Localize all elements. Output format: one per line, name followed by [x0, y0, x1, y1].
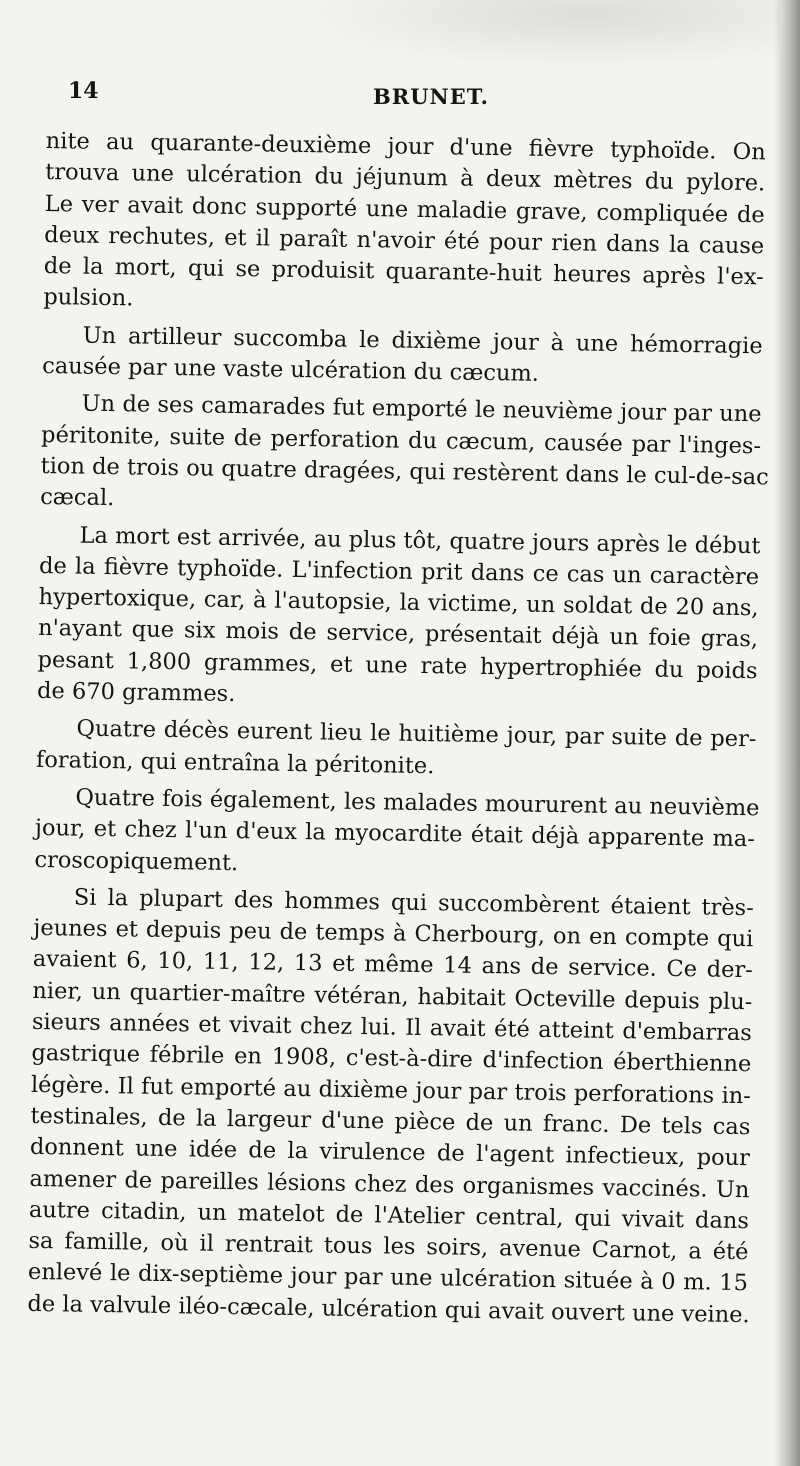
text-line: deux rechutes, et il paraît n'avoir été pour rien dans la cause [44, 221, 765, 260]
page-number: 14 [68, 78, 99, 104]
text-line: trouva une ulcération du jéjunum à deux mètres du pylore. [45, 159, 766, 197]
text-line: enlevé le dix-septième jour par une ulcération située à 0 m. 15 [27, 1259, 749, 1297]
paragraph [39, 388, 769, 524]
text-line: cæcal. [39, 484, 115, 512]
text-line: avaient 6, 10, 11, 12, 13 et même 14 ans de service. Ce der- [32, 946, 754, 984]
text-line: légère. Il fut emporté au dixième jour par trois perforations in- [30, 1071, 752, 1109]
text-line: foration, qui entraîna la péritonite. [35, 746, 435, 779]
text-line: Le ver avait donc supporté une maladie grave, compliquée de [44, 190, 765, 228]
text-line: pulsion. [43, 284, 134, 312]
text-line: jour, et chez l'un d'eux la myocardite était déjà apparente ma- [34, 815, 756, 853]
text-line: autre citadin, un matelot de l'Atelier central, qui vivait dans [28, 1196, 750, 1234]
text-line: Si la plupart des hommes qui succombèrent étaient très- [73, 884, 755, 922]
text-line: de la fièvre typhoïde. L'infection prit dans ce cas un caractère [38, 552, 760, 591]
text-line: jeunes et depuis peu de temps à Cherbourg, on en compte qui [33, 915, 754, 953]
text-line: nier, un quartier-maître vétéran, habitait Octeville depuis plu- [32, 977, 753, 1015]
paragraph [42, 320, 763, 394]
text-line: sieurs années et vivait chez lui. Il avait été atteint d'embarras [31, 1008, 753, 1047]
text-line: pesant 1,800 grammes, et une rate hypertrophiée du poids [37, 646, 758, 684]
paragraph [34, 782, 760, 887]
text-line: Un artilleur succomba le dixième jour à une hémorragie [82, 322, 763, 360]
binding-shadow [774, 0, 800, 1466]
text-line: amener de pareilles lésions chez des organismes vaccinés. Un [29, 1165, 750, 1203]
text-line: péritonite, suite de perforation du cæcum, causée par l'inges- [40, 421, 762, 459]
running-head [68, 74, 768, 114]
text-line: hypertoxique, car, à l'autopsie, la victime, un soldat de 20 ans, [38, 584, 759, 622]
text-line: Un de ses camarades fut emporté le neuvième jour par une [81, 390, 762, 428]
paragraph [43, 126, 766, 325]
text-line: Quatre fois également, les malades moururent au neuvième [75, 784, 760, 822]
text-line: de la mort, qui se produisit quarante-huit heures après l'ex- [43, 253, 764, 291]
body-text [27, 126, 769, 1331]
text-line: tion de trois ou quatre dragées, qui restèrent dans le cul-de-sac [40, 452, 769, 491]
text-line: n'ayant que six mois de service, présentait déjà un foie gras, [37, 615, 759, 653]
text-line: causée par une vaste ulcération du cæcum. [42, 353, 540, 387]
paragraph [36, 713, 757, 787]
paragraph [37, 520, 760, 719]
paragraph [27, 882, 754, 1331]
text-line: Quatre décès eurent lieu le huitième jour, par suite de per- [76, 715, 757, 753]
text-line: de 670 grammes. [36, 677, 236, 708]
text-line: gastrique fébrile en 1908, c'est-à-dire d'infection éberthienne [31, 1040, 752, 1078]
text-line: testinales, de la largeur d'une pièce de un franc. De tels cas [30, 1102, 751, 1141]
paper-smudge [300, 0, 780, 70]
text-line: nite au quarante-deuxième jour d'une fièvre typhoïde. On [45, 127, 766, 166]
text-line: La mort est arrivée, au plus tôt, quatre jours après le début [79, 522, 761, 559]
text-line: donnent une idée de la virulence de l'agent infectieux, pour [29, 1134, 751, 1172]
text-line: croscopiquement. [34, 846, 239, 876]
text-line: de la valvule iléo-cæcale, ulcération qui avait ouvert une veine. [27, 1290, 750, 1328]
running-title: BRUNET. [373, 84, 489, 109]
text-line: sa famille, où il rentrait tous les soirs, avenue Carnot, a été [28, 1227, 749, 1266]
